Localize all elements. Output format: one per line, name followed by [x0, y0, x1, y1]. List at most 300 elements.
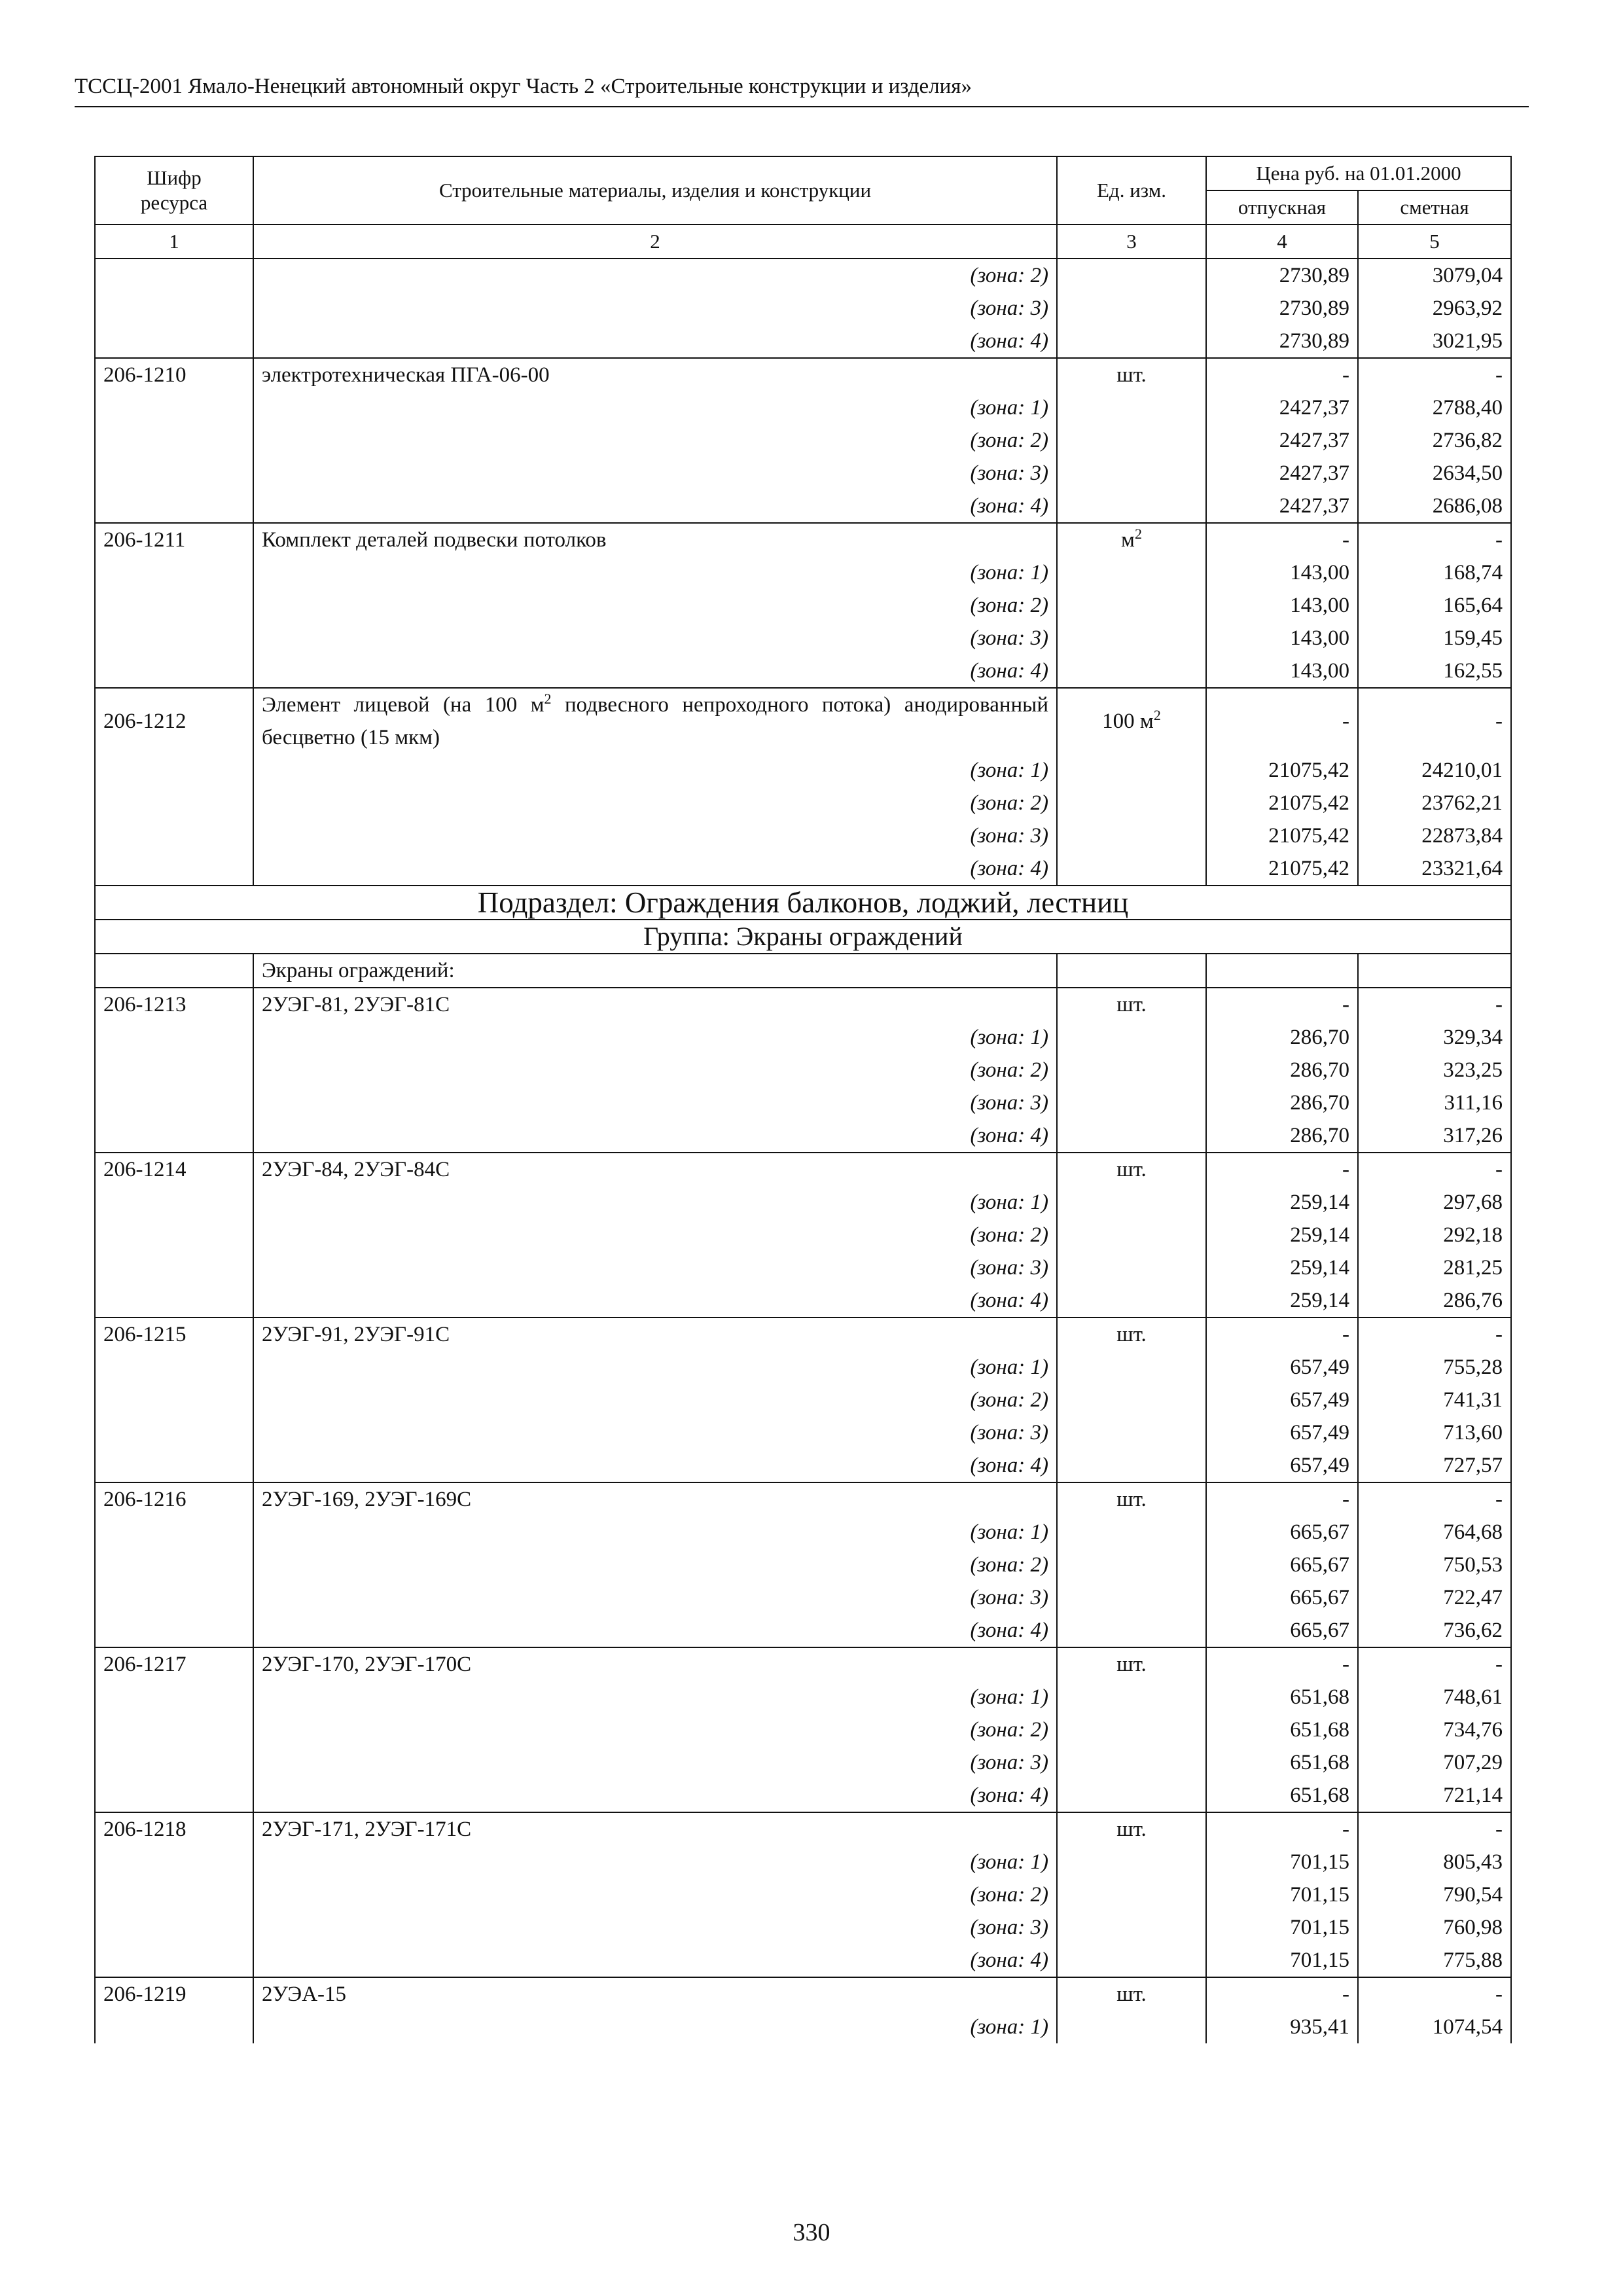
zone-release-price: 21075,42 [1206, 819, 1358, 852]
zone-estimate-price: 764,68 [1358, 1516, 1511, 1549]
zone-row [95, 1581, 1511, 1614]
item-unit [1057, 1482, 1206, 1516]
zone-estimate-price: 159,45 [1358, 622, 1511, 655]
zone-estimate-price: 736,62 [1358, 1614, 1511, 1647]
column-number: 1 [95, 224, 253, 259]
zone-row [95, 1219, 1511, 1251]
zone-release-price: 21075,42 [1206, 754, 1358, 787]
zone-row [95, 622, 1511, 655]
zone-estimate-price: 22873,84 [1358, 819, 1511, 852]
empty-cell [1057, 1549, 1206, 1581]
zone-row [95, 1384, 1511, 1416]
item-estimate-price: - [1358, 1318, 1511, 1351]
zone-label: (зона: 3) [253, 292, 1057, 325]
zone-release-price: 259,14 [1206, 1219, 1358, 1251]
zone-label: (зона: 2) [253, 424, 1057, 457]
item-unit-text: шт. [1116, 363, 1147, 387]
zone-estimate-price: 23762,21 [1358, 787, 1511, 819]
zone-release-price: 286,70 [1206, 1021, 1358, 1054]
zone-estimate-price: 168,74 [1358, 556, 1511, 589]
zone-label: (зона: 4) [253, 1779, 1057, 1812]
zone-release-price: 935,41 [1206, 2011, 1358, 2043]
zone-estimate-price: 281,25 [1358, 1251, 1511, 1284]
empty-cell [1057, 1516, 1206, 1549]
item-name: Комплект деталей подвески потолков [253, 523, 1057, 556]
empty-cell [95, 1186, 253, 1219]
item-estimate-price: - [1358, 1153, 1511, 1186]
zone-release-price: 657,49 [1206, 1449, 1358, 1482]
item-row [95, 523, 1511, 556]
item-estimate-price: - [1358, 1647, 1511, 1681]
empty-cell [95, 852, 253, 886]
zone-row [95, 1449, 1511, 1482]
zone-label: (зона: 2) [253, 1219, 1057, 1251]
empty-cell [95, 325, 253, 358]
item-unit [1057, 988, 1206, 1021]
item-unit-text: шт. [1116, 1653, 1147, 1676]
resource-code: 206-1214 [95, 1153, 253, 1186]
zone-label: (зона: 3) [253, 1416, 1057, 1449]
header-price-release: отпускная [1206, 190, 1358, 224]
zone-label: (зона: 2) [253, 1878, 1057, 1911]
zone-release-price: 657,49 [1206, 1384, 1358, 1416]
zone-label: (зона: 3) [253, 457, 1057, 490]
empty-cell [1057, 787, 1206, 819]
zone-release-price: 657,49 [1206, 1416, 1358, 1449]
column-number: 2 [253, 224, 1057, 259]
item-name: 2УЭГ-81, 2УЭГ-81С [253, 988, 1057, 1021]
zone-estimate-price: 317,26 [1358, 1119, 1511, 1153]
zone-release-price: 143,00 [1206, 622, 1358, 655]
empty-cell [95, 622, 253, 655]
empty-cell [1057, 1119, 1206, 1153]
item-row [95, 358, 1511, 391]
zone-row [95, 1779, 1511, 1812]
zone-estimate-price: 805,43 [1358, 1846, 1511, 1878]
empty-cell [95, 589, 253, 622]
item-unit-text: шт. [1116, 1158, 1147, 1181]
empty-cell [1057, 1186, 1206, 1219]
zone-estimate-price: 727,57 [1358, 1449, 1511, 1482]
section-title: Подраздел: Ограждения балконов, лоджий, лестниц [95, 886, 1511, 920]
zone-estimate-price: 734,76 [1358, 1713, 1511, 1746]
empty-cell [95, 1581, 253, 1614]
zone-release-price: 651,68 [1206, 1779, 1358, 1812]
zone-label: (зона: 4) [253, 325, 1057, 358]
resource-code: 206-1219 [95, 1977, 253, 2011]
item-name-superscript: 2 [544, 691, 552, 707]
empty-cell [95, 1384, 253, 1416]
header-unit: Ед. изм. [1057, 156, 1206, 224]
empty-cell [1057, 754, 1206, 787]
item-name: 2УЭГ-169, 2УЭГ-169С [253, 1482, 1057, 1516]
empty-cell [1057, 852, 1206, 886]
item-unit-text: шт. [1116, 1982, 1147, 2006]
resource-code: 206-1217 [95, 1647, 253, 1681]
zone-row [95, 424, 1511, 457]
empty-cell [1057, 655, 1206, 688]
item-estimate-price: - [1358, 988, 1511, 1021]
zone-label: (зона: 3) [253, 1581, 1057, 1614]
empty-cell [1057, 259, 1206, 292]
zone-release-price: 665,67 [1206, 1516, 1358, 1549]
zone-row [95, 1416, 1511, 1449]
empty-cell [1057, 1878, 1206, 1911]
empty-cell [1057, 556, 1206, 589]
zone-row [95, 1284, 1511, 1318]
zone-release-price: 2730,89 [1206, 292, 1358, 325]
section-block [95, 886, 1511, 988]
empty-cell [95, 819, 253, 852]
subheading: Экраны ограждений: [253, 954, 1057, 988]
zone-label: (зона: 3) [253, 1911, 1057, 1944]
empty-cell [1057, 819, 1206, 852]
empty-cell [95, 1681, 253, 1713]
zone-label: (зона: 2) [253, 1054, 1057, 1086]
zone-label: (зона: 2) [253, 1549, 1057, 1581]
zone-estimate-price: 775,88 [1358, 1944, 1511, 1977]
item-row [95, 1977, 1511, 2011]
zone-release-price: 143,00 [1206, 655, 1358, 688]
zone-release-price: 701,15 [1206, 1878, 1358, 1911]
zone-row [95, 556, 1511, 589]
zone-row [95, 655, 1511, 688]
empty-cell [95, 1846, 253, 1878]
zone-label: (зона: 4) [253, 1284, 1057, 1318]
zone-estimate-price: 297,68 [1358, 1186, 1511, 1219]
zone-release-price: 2427,37 [1206, 424, 1358, 457]
item-release-price: - [1206, 358, 1358, 391]
empty-cell [1057, 1284, 1206, 1318]
empty-cell [1057, 1911, 1206, 1944]
empty-cell [95, 1614, 253, 1647]
item-unit [1057, 1647, 1206, 1681]
empty-cell [95, 1516, 253, 1549]
zone-estimate-price: 3079,04 [1358, 259, 1511, 292]
zone-label: (зона: 4) [253, 1944, 1057, 1977]
empty-cell [95, 1746, 253, 1779]
item-unit-superscript: 2 [1153, 707, 1161, 723]
empty-cell [95, 2011, 253, 2043]
item-release-price: - [1206, 523, 1358, 556]
empty-cell [95, 1021, 253, 1054]
empty-cell [1057, 1779, 1206, 1812]
zone-estimate-price: 748,61 [1358, 1681, 1511, 1713]
item-unit [1057, 523, 1206, 556]
zone-label: (зона: 2) [253, 1713, 1057, 1746]
empty-cell [95, 1251, 253, 1284]
resource-code: 206-1218 [95, 1812, 253, 1846]
item-name-part: Элемент лицевой (на 100 м [262, 693, 544, 717]
zone-release-price: 651,68 [1206, 1713, 1358, 1746]
item-unit-text: 100 м [1102, 709, 1154, 733]
zone-label: (зона: 4) [253, 1119, 1057, 1153]
item-row [95, 1482, 1511, 1516]
price-table [94, 156, 1512, 2043]
resource-code: 206-1215 [95, 1318, 253, 1351]
item-unit-text: шт. [1116, 1488, 1147, 1511]
zone-label: (зона: 1) [253, 1846, 1057, 1878]
empty-cell [95, 1119, 253, 1153]
zone-estimate-price: 721,14 [1358, 1779, 1511, 1812]
zone-label: (зона: 4) [253, 1449, 1057, 1482]
empty-cell [1057, 1449, 1206, 1482]
empty-cell [1057, 2011, 1206, 2043]
empty-cell [95, 457, 253, 490]
zone-row [95, 1944, 1511, 1977]
zone-label: (зона: 4) [253, 490, 1057, 523]
zone-row [95, 852, 1511, 886]
item-unit [1057, 1977, 1206, 2011]
empty-cell [1057, 1351, 1206, 1384]
zone-estimate-price: 2686,08 [1358, 490, 1511, 523]
zone-row [95, 1351, 1511, 1384]
item-estimate-price: - [1358, 1977, 1511, 2011]
zone-label: (зона: 1) [253, 1186, 1057, 1219]
item-row [95, 1153, 1511, 1186]
zone-row [95, 1516, 1511, 1549]
zone-release-price: 286,70 [1206, 1086, 1358, 1119]
empty-cell [95, 754, 253, 787]
resource-code: 206-1216 [95, 1482, 253, 1516]
header-name: Строительные материалы, изделия и конструкции [253, 156, 1057, 224]
item-unit [1057, 688, 1206, 754]
zone-release-price: 259,14 [1206, 1186, 1358, 1219]
zone-label: (зона: 3) [253, 622, 1057, 655]
item-unit [1057, 358, 1206, 391]
page-number: 330 [793, 2219, 830, 2246]
item-unit-text: шт. [1116, 1818, 1147, 1841]
zone-estimate-price: 750,53 [1358, 1549, 1511, 1581]
empty-cell [1057, 1713, 1206, 1746]
item-release-price: - [1206, 1812, 1358, 1846]
zone-row [95, 1054, 1511, 1086]
item-name [253, 688, 1057, 754]
zone-row [95, 1614, 1511, 1647]
zone-row [95, 457, 1511, 490]
empty-cell [95, 1351, 253, 1384]
item-row [95, 688, 1511, 754]
resource-code: 206-1212 [95, 688, 253, 754]
empty-cell [1057, 589, 1206, 622]
item-name: 2УЭА-15 [253, 1977, 1057, 2011]
empty-cell [1057, 1746, 1206, 1779]
item-estimate-price: - [1358, 1812, 1511, 1846]
zone-label: (зона: 1) [253, 556, 1057, 589]
item-unit [1057, 1318, 1206, 1351]
empty-cell [95, 1219, 253, 1251]
resource-code: 206-1210 [95, 358, 253, 391]
zone-label: (зона: 1) [253, 2011, 1057, 2043]
empty-cell [1057, 292, 1206, 325]
item-unit-text: шт. [1116, 1323, 1147, 1346]
zone-label: (зона: 1) [253, 754, 1057, 787]
zone-release-price: 2730,89 [1206, 325, 1358, 358]
zone-label: (зона: 2) [253, 259, 1057, 292]
empty-cell [1057, 1614, 1206, 1647]
empty-cell [1057, 325, 1206, 358]
zone-estimate-price: 755,28 [1358, 1351, 1511, 1384]
zone-estimate-price: 713,60 [1358, 1416, 1511, 1449]
item-name: 2УЭГ-170, 2УЭГ-170С [253, 1647, 1057, 1681]
item-unit [1057, 1812, 1206, 1846]
zone-release-price: 21075,42 [1206, 852, 1358, 886]
item-release-price: - [1206, 1153, 1358, 1186]
column-number: 4 [1206, 224, 1358, 259]
zone-row [95, 292, 1511, 325]
empty-cell [95, 1054, 253, 1086]
zone-release-price: 286,70 [1206, 1119, 1358, 1153]
zone-label: (зона: 2) [253, 589, 1057, 622]
empty-cell [95, 292, 253, 325]
empty-cell [1057, 1219, 1206, 1251]
zone-row [95, 589, 1511, 622]
zone-row [95, 1846, 1511, 1878]
zone-row [95, 819, 1511, 852]
zone-row [95, 1878, 1511, 1911]
zone-release-price: 259,14 [1206, 1284, 1358, 1318]
item-name: 2УЭГ-171, 2УЭГ-171С [253, 1812, 1057, 1846]
empty-cell [1057, 1086, 1206, 1119]
zone-estimate-price: 162,55 [1358, 655, 1511, 688]
item-estimate-price: - [1358, 523, 1511, 556]
empty-cell [1057, 1251, 1206, 1284]
empty-cell [1057, 1581, 1206, 1614]
column-number: 5 [1358, 224, 1511, 259]
empty-cell [95, 1416, 253, 1449]
item-row [95, 1647, 1511, 1681]
empty-cell [95, 1911, 253, 1944]
empty-cell [1057, 1054, 1206, 1086]
zone-row [95, 490, 1511, 523]
empty-cell [95, 1284, 253, 1318]
zone-estimate-price: 323,25 [1358, 1054, 1511, 1086]
zone-release-price: 143,00 [1206, 556, 1358, 589]
item-unit [1057, 1153, 1206, 1186]
empty-cell [95, 787, 253, 819]
empty-cell [1057, 490, 1206, 523]
zone-release-price: 701,15 [1206, 1944, 1358, 1977]
zone-label: (зона: 1) [253, 1516, 1057, 1549]
empty-cell [95, 1944, 253, 1977]
empty-cell [95, 1449, 253, 1482]
item-release-price: - [1206, 1647, 1358, 1681]
zone-estimate-price: 1074,54 [1358, 2011, 1511, 2043]
item-name: электротехническая ПГА-06-00 [253, 358, 1057, 391]
zone-release-price: 701,15 [1206, 1911, 1358, 1944]
zone-estimate-price: 2788,40 [1358, 391, 1511, 424]
zone-row [95, 1251, 1511, 1284]
resource-code: 206-1213 [95, 988, 253, 1021]
empty-cell [95, 490, 253, 523]
header-code: Шифр ресурса [95, 156, 253, 224]
resource-code: 206-1211 [95, 523, 253, 556]
empty-cell [1358, 954, 1511, 988]
item-estimate-price: - [1358, 688, 1511, 754]
document-header: ТССЦ-2001 Ямало-Ненецкий автономный округ Часть 2 «Строительные конструкции и изделия» [75, 75, 972, 98]
table-header [95, 156, 1511, 259]
zone-row [95, 1911, 1511, 1944]
group-title: Группа: Экраны ограждений [95, 920, 1511, 954]
zone-row [95, 1086, 1511, 1119]
zone-row [95, 1549, 1511, 1581]
zone-row [95, 2011, 1511, 2043]
empty-cell [95, 1549, 253, 1581]
item-estimate-price: - [1358, 358, 1511, 391]
zone-label: (зона: 4) [253, 1614, 1057, 1647]
empty-cell [1057, 622, 1206, 655]
zone-release-price: 665,67 [1206, 1581, 1358, 1614]
empty-cell [95, 1779, 253, 1812]
zone-estimate-price: 292,18 [1358, 1219, 1511, 1251]
zone-estimate-price: 707,29 [1358, 1746, 1511, 1779]
zone-release-price: 2730,89 [1206, 259, 1358, 292]
item-unit-text: м [1121, 528, 1135, 552]
item-release-price: - [1206, 1482, 1358, 1516]
table-body-after [95, 988, 1511, 2043]
item-row [95, 988, 1511, 1021]
empty-cell [95, 1086, 253, 1119]
zone-row [95, 325, 1511, 358]
zone-label: (зона: 4) [253, 852, 1057, 886]
zone-estimate-price: 2736,82 [1358, 424, 1511, 457]
zone-label: (зона: 2) [253, 787, 1057, 819]
empty-cell [95, 259, 253, 292]
empty-cell [95, 1713, 253, 1746]
header-price-group: Цена руб. на 01.01.2000 [1206, 156, 1511, 190]
zone-row [95, 391, 1511, 424]
empty-cell [1057, 1021, 1206, 1054]
empty-cell [1057, 954, 1206, 988]
zone-label: (зона: 3) [253, 1086, 1057, 1119]
empty-cell [1057, 424, 1206, 457]
zone-release-price: 651,68 [1206, 1681, 1358, 1713]
item-release-price: - [1206, 688, 1358, 754]
zone-row [95, 787, 1511, 819]
zone-row [95, 1746, 1511, 1779]
zone-label: (зона: 1) [253, 1351, 1057, 1384]
zone-label: (зона: 4) [253, 655, 1057, 688]
header-rule [75, 106, 1529, 107]
empty-cell [1057, 1944, 1206, 1977]
zone-row [95, 1713, 1511, 1746]
zone-row [95, 1119, 1511, 1153]
zone-estimate-price: 2634,50 [1358, 457, 1511, 490]
zone-label: (зона: 2) [253, 1384, 1057, 1416]
column-number: 3 [1057, 224, 1206, 259]
zone-label: (зона: 3) [253, 1251, 1057, 1284]
zone-row [95, 1681, 1511, 1713]
empty-cell [95, 556, 253, 589]
zone-estimate-price: 329,34 [1358, 1021, 1511, 1054]
zone-release-price: 651,68 [1206, 1746, 1358, 1779]
zone-label: (зона: 1) [253, 1681, 1057, 1713]
zone-estimate-price: 722,47 [1358, 1581, 1511, 1614]
empty-cell [95, 424, 253, 457]
item-release-price: - [1206, 1318, 1358, 1351]
item-estimate-price: - [1358, 1482, 1511, 1516]
zone-estimate-price: 311,16 [1358, 1086, 1511, 1119]
empty-cell [1206, 954, 1358, 988]
zone-estimate-price: 741,31 [1358, 1384, 1511, 1416]
zone-release-price: 2427,37 [1206, 457, 1358, 490]
zone-release-price: 2427,37 [1206, 490, 1358, 523]
zone-release-price: 143,00 [1206, 589, 1358, 622]
zone-release-price: 701,15 [1206, 1846, 1358, 1878]
zone-estimate-price: 3021,95 [1358, 325, 1511, 358]
zone-estimate-price: 2963,92 [1358, 292, 1511, 325]
item-name-part: подвесного непроходного потока) анодированный бесцветно (15 мкм) [262, 693, 1048, 749]
